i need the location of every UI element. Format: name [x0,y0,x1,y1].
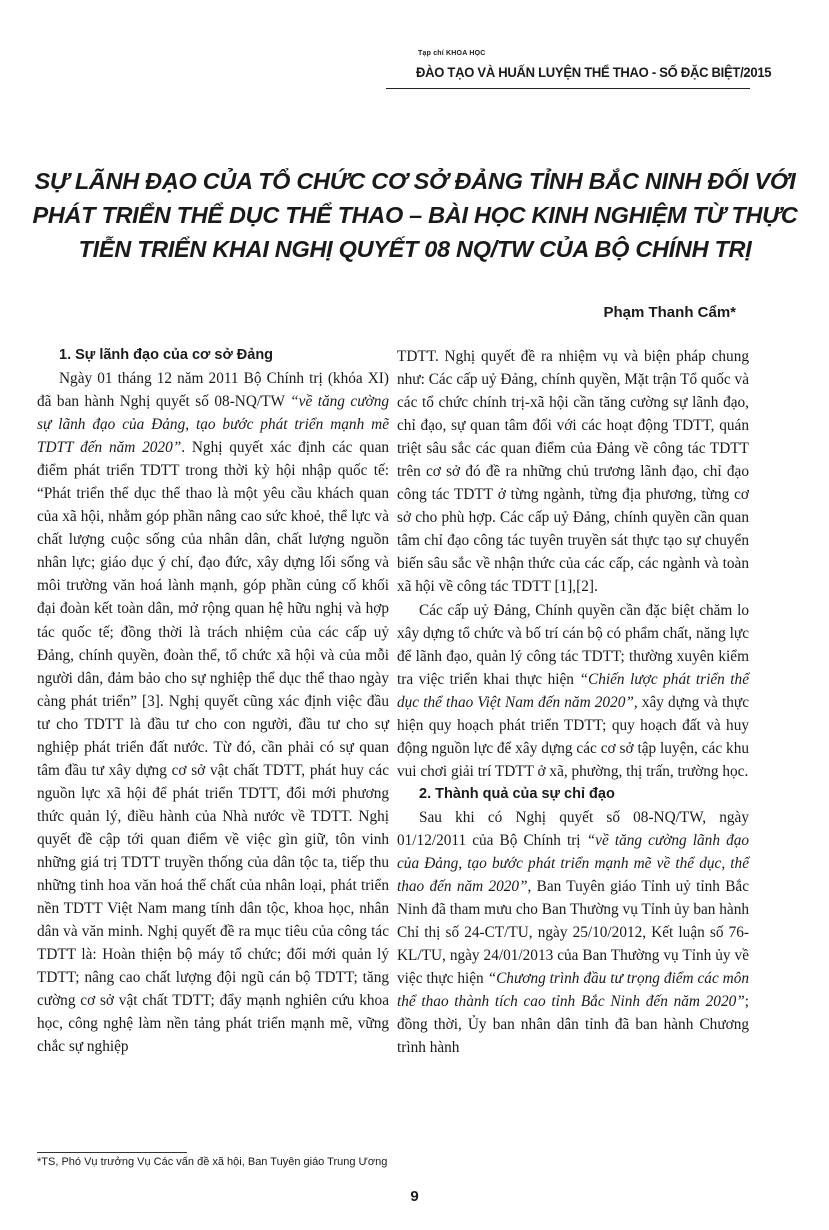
section-heading-1: 1. Sự lãnh đạo của cơ sở Đảng [59,347,274,363]
italic-run: “Chương trình đầu tư trọng điểm các môn thể thao thành tích cao tỉnh Bắc Ninh đến năm 2020” [397,970,750,1011]
paragraph [397,806,749,1060]
paragraph [397,599,749,783]
page-number: 9 [410,1188,419,1205]
left-column [37,344,389,1058]
text-run: . Nghị quyết xác định các quan điểm phát triển TDTT trong thời kỳ hội nhập quốc tế: “Phát triển thể dục thể thao là một yêu cầu khách quan của xã hội, nhằm góp phần nâng cao sức khoẻ, thể lực và chất lượng cuộc sống của nhân dân, chất lượng nguồn nhân lực; giáo dục ý chí, đạo đức, xây dựng lối sống và môi trường văn hoá lành mạnh, góp phần củng cố khối đại đoàn kết toàn dân, mở rộng quan hệ hữu nghị và hợp tác quốc tế; đồng thời là trách nhiệm của các cấp uỷ Đảng, chính quyền, đoàn thể, tổ chức xã hội và của mỗi người dân, đảm bảo cho sự nghiệp thể dục thể thao ngày càng phát triển” [3]. Nghị quyết cũng xác định việc đầu tư cho TDTT là đầu tư cho con người, đầu tư cho sự nghiệp phát triển đất nước. Từ đó, cần phải có sự quan tâm đầu tư xây dựng cơ sở vật chất TDTT, phát huy các nguồn lực xã hội để phát triển TDTT, đổi mới phương thức quản lý, điều hành của Nhà nước về TDTT. Nghị quyết đề cập tới quan điểm về việc gìn giữ, tôn vinh những giá trị TDTT truyền thống của dân tộc ta, tiếp thu những tinh hoa văn hoá thể chất của nhân loại, phát triển nền TDTT Việt Nam mang tính dân tộc, khoa học, nhân dân và văn minh. Nghị quyết đề ra mục tiêu của công tác TDTT là: Hoàn thiện bộ máy tổ chức; đổi mới quản lý TDTT; nâng cao chất lượng đội ngũ cán bộ TDTT; tăng cường cơ sở vật chất TDTT; đẩy mạnh nghiên cứu khoa học, công nghệ làm nền tảng phát triển mạnh mẽ, vững chắc sự nghiệp [37,439,390,1056]
footnote-rule [37,1152,187,1153]
text-run: Các cấp uỷ Đảng, Chính quyền cần đặc biệt chăm lo xây dựng tổ chức và bố trí cán bộ có phẩm chất, năng lực để lãnh đạo, quản lý công tác TDTT; thường xuyên kiểm tra việc triển khai thực hiện [397,601,749,688]
journal-header [386,50,772,100]
paragraph [37,367,389,1058]
italic-run: “Chiến lược phát triển thể dục thể thao Việt Nam đến năm 2020” [397,670,749,711]
text-run: Ngày 01 tháng 12 năm 2011 Bộ Chính trị (khóa XI) đã ban hành Nghị quyết số 08-NQ/TW [37,370,389,411]
section-heading-2: 2. Thành quả của sự chỉ đạo [419,785,615,802]
italic-run: “về tăng cường lãnh đạo của Đảng, tạo bước phát triển mạnh mẽ về thể dục, thể thao đến năm 2020” [397,831,750,896]
text-run: , xây dựng và thực hiện quy hoạch phát triển TDTT; quy hoạch đất và huy động nguồn lực để xây dựng các cơ sở tập luyện, các khu vui chơi giải trí TDTT ở xã, phường, thị trấn, trường học. [397,693,749,780]
text-run: , Ban Tuyên giáo Tỉnh uỷ tỉnh Bắc Ninh đã tham mưu cho Ban Thường vụ Tỉnh ủy ban hành Chỉ thị số 24-CT/TU, ngày 25/10/2012, Kết luận số 76-KL/TU, ngày 24/01/2013 của Ban Thường vụ Tỉnh ủy về việc thực hiện [397,878,750,988]
header-rule [386,88,750,89]
journal-name-main: ĐÀO TẠO VÀ HUẤN LUYỆN THỂ THAO - SỐ ĐẶC BIỆT/2015 [416,64,772,80]
journal-name-small: Tạp chí KHOA HỌC [418,50,486,57]
paragraph: TDTT. Nghị quyết đề ra nhiệm vụ và biện pháp chung như: Các cấp uỷ Đảng, chính quyền, Mặt trận Tổ quốc và các tổ chức chính trị-xã hội cần tăng cường sự lãnh đạo, chỉ đạo, sự quan tâm đối với các hoạt động TDTT, quán triệt sâu sắc các quan điểm của Đảng về công tác TDTT trên cơ sở đó đề ra những chủ trương lãnh đạo, chỉ đạo công tác TDTT ở từng ngành, từng địa phương, từng cơ sở cho phù hợp. Các cấp uỷ Đảng, chính quyền cần quan tâm chỉ đạo công tác tuyên truyền sát thực tạo sự chuyển biến sâu sắc về nhận thức của các cấp, các ngành và toàn xã hội về công tác TDTT [1],[2]. [397,348,749,596]
author-name: Phạm Thanh Cẩm* [603,304,736,321]
title-line-2: PHÁT TRIỂN THỂ DỤC THỂ THAO – BÀI HỌC KINH NGHIỆM TỪ THỰC [32,202,798,228]
footnote: *TS, Phó Vụ trưởng Vụ Các vấn đề xã hội, Ban Tuyên giáo Trung Ương [37,1156,388,1168]
title-line-1: SỰ LÃNH ĐẠO CỦA TỔ CHỨC CƠ SỞ ĐẢNG TỈNH BẮC NINH ĐỐI VỚI [34,168,796,194]
text-run: ; đồng thời, Ủy ban nhân dân tỉnh đã ban hành Chương trình hành [397,993,749,1057]
right-column [397,345,749,1059]
italic-run: “về tăng cường sự lãnh đạo của Đảng, tạo bước phát triển mạnh mẽ TDTT đến năm 2020” [37,393,390,457]
article-title [20,164,810,266]
text-run: Sau khi có Nghị quyết số 08-NQ/TW, ngày 01/12/2011 của Bộ Chính trị [397,808,749,849]
title-line-3: TIỄN TRIỂN KHAI NGHỊ QUYẾT 08 NQ/TW CỦA BỘ CHÍNH TRỊ [78,236,752,262]
